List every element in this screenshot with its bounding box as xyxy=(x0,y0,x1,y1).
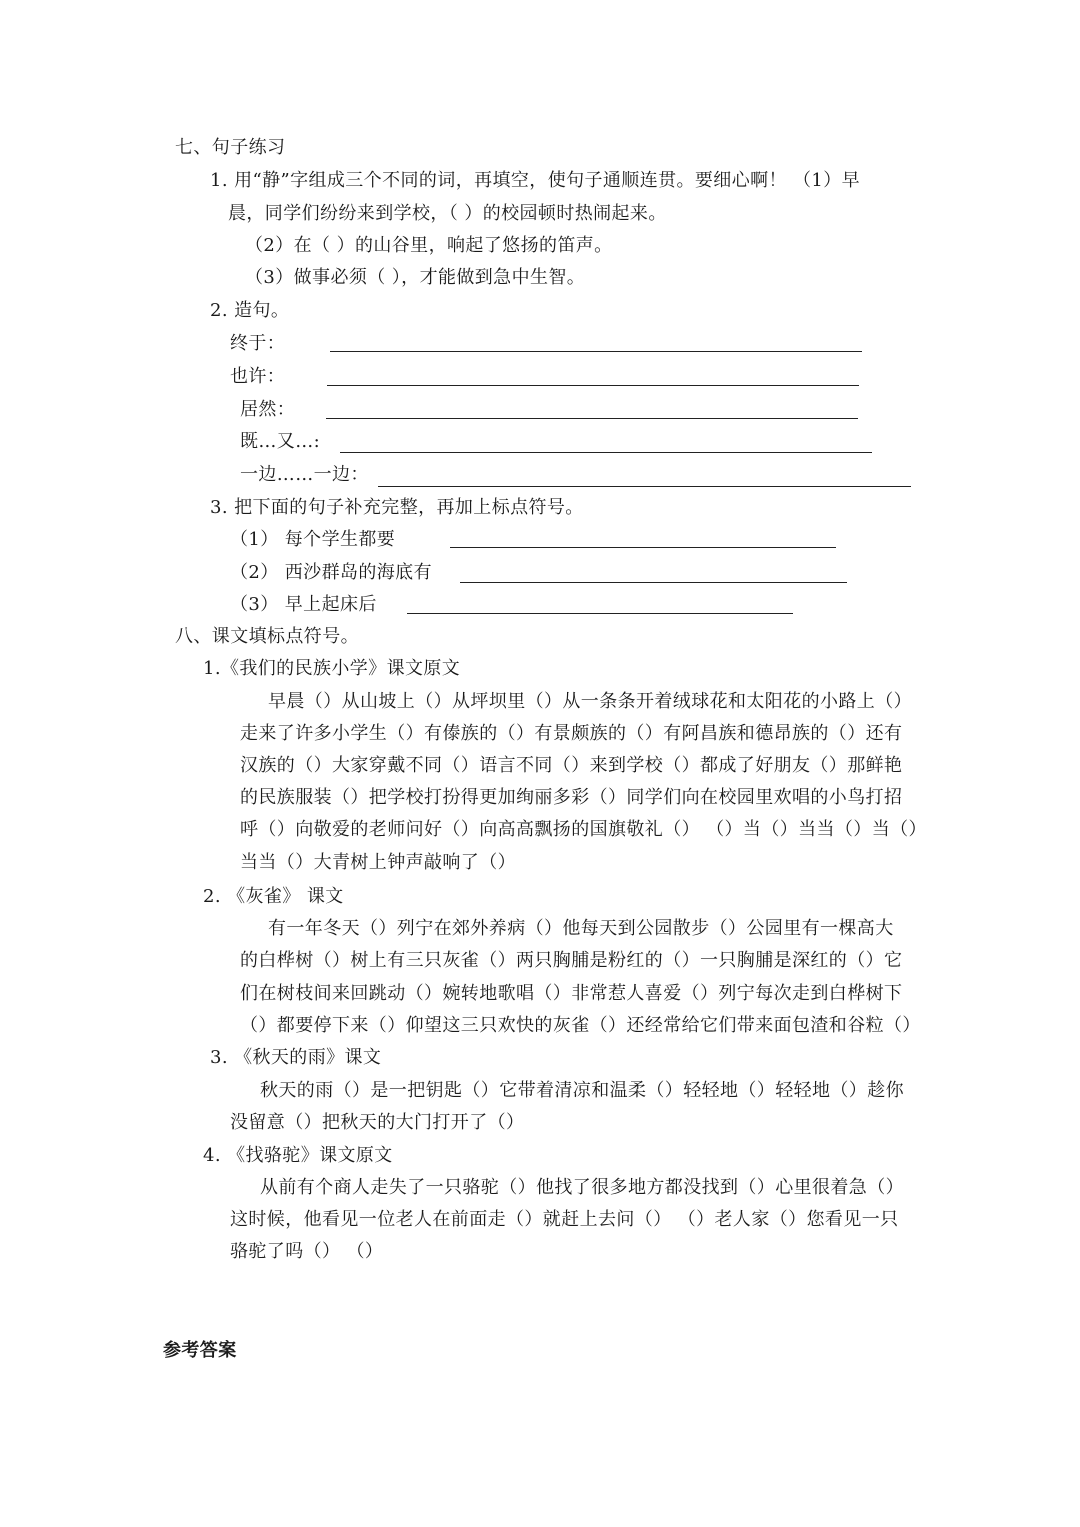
q3-item-1: （1） 每个学生都要 xyxy=(230,529,396,550)
q1-line-1: 1. 用“静”字组成三个不同的词，再填空，使句子通顺连贯。要细心啊！ （1）早 xyxy=(210,170,861,191)
passage-2-line: 的白桦树（）树上有三只灰雀（）两只胸脯是粉红的（）一只胸脯是深红的（）它 xyxy=(240,950,903,971)
passage-4-line: 从前有个商人走失了一只骆驼（）他找了很多地方都没找到（）心里很着急（） xyxy=(260,1177,904,1198)
passage-2-line: 有一年冬天（）列宁在郊外养病（）他每天到公园散步（）公园里有一棵高大 xyxy=(268,918,894,939)
answer-line[interactable] xyxy=(407,613,793,614)
passage-3-title: 3. 《秋天的雨》课文 xyxy=(210,1047,382,1068)
answer-line[interactable] xyxy=(326,418,858,419)
answer-line[interactable] xyxy=(450,547,836,548)
passage-1-line: 的民族服装（）把学校打扮得更加绚丽多彩（）同学们向在校园里欢唱的小鸟打招 xyxy=(240,787,903,808)
q2-word-2: 也许： xyxy=(230,366,286,387)
q3-item-2: （2） 西沙群岛的海底有 xyxy=(230,562,432,583)
q2-title: 2. 造句。 xyxy=(210,300,290,321)
q1-line-3: （2）在（ ）的山谷里，响起了悠扬的笛声。 xyxy=(245,235,613,256)
answer-line[interactable] xyxy=(327,385,859,386)
section-8-title: 八、课文填标点符号。 xyxy=(175,626,359,647)
answer-line[interactable] xyxy=(330,351,862,352)
q2-word-4: 既…又…: xyxy=(240,431,321,452)
passage-2-line: 们在树枝间来回跳动（）婉转地歌唱（）非常惹人喜爱（）列宁每次走到白桦树下 xyxy=(240,983,903,1004)
q1-line-4: （3）做事必须（ ），才能做到急中生智。 xyxy=(245,267,586,288)
passage-3-line: 秋天的雨（）是一把钥匙（）它带着清凉和温柔（）轻轻地（）轻轻地（）趁你 xyxy=(260,1080,904,1101)
passage-2-title: 2. 《灰雀》 课文 xyxy=(203,886,344,907)
passage-1-line: 走来了许多小学生（）有傣族的（）有景颇族的（）有阿昌族和德昂族的（）还有 xyxy=(240,723,903,744)
q2-word-3: 居然： xyxy=(240,399,296,420)
passage-4-line: 这时候，他看见一位老人在前面走（）就赶上去问（） （）老人家（）您看见一只 xyxy=(230,1209,899,1230)
q2-word-1: 终于： xyxy=(230,333,286,354)
q3-title: 3. 把下面的句子补充完整，再加上标点符号。 xyxy=(210,497,584,518)
q3-item-3: （3） 早上起床后 xyxy=(230,594,377,615)
passage-1-line: 呼（）向敬爱的老师问好（）向高高飘扬的国旗敬礼（） （）当（）当当（）当（） xyxy=(240,819,927,840)
passage-1-title: 1.《我们的民族小学》课文原文 xyxy=(203,658,461,679)
passage-4-line: 骆驼了吗（） （） xyxy=(230,1241,384,1262)
section-7-title: 七、句子练习 xyxy=(175,137,286,158)
passage-1-line: 早晨（）从山坡上（）从坪坝里（）从一条条开着绒球花和太阳花的小路上（） xyxy=(268,691,912,712)
passage-3-line: 没留意（）把秋天的大门打开了（） xyxy=(230,1112,525,1133)
passage-2-line: （）都要停下来（）仰望这三只欢快的灰雀（）还经常给它们带来面包渣和谷粒（） xyxy=(240,1015,921,1036)
passage-1-line: 汉族的（）大家穿戴不同（）语言不同（）来到学校（）都成了好朋友（）那鲜艳 xyxy=(240,755,903,776)
passage-4-title: 4. 《找骆驼》课文原文 xyxy=(203,1145,393,1166)
answer-line[interactable] xyxy=(460,582,847,583)
passage-1-line: 当当（）大青树上钟声敲响了（） xyxy=(240,852,516,873)
q1-line-2: 晨，同学们纷纷来到学校，（ ）的校园顿时热闹起来。 xyxy=(228,203,667,224)
answer-line[interactable] xyxy=(378,486,911,487)
q2-word-5: 一边……一边： xyxy=(240,464,369,485)
answers-heading: 参考答案 xyxy=(163,1340,237,1361)
answer-line[interactable] xyxy=(340,452,872,453)
